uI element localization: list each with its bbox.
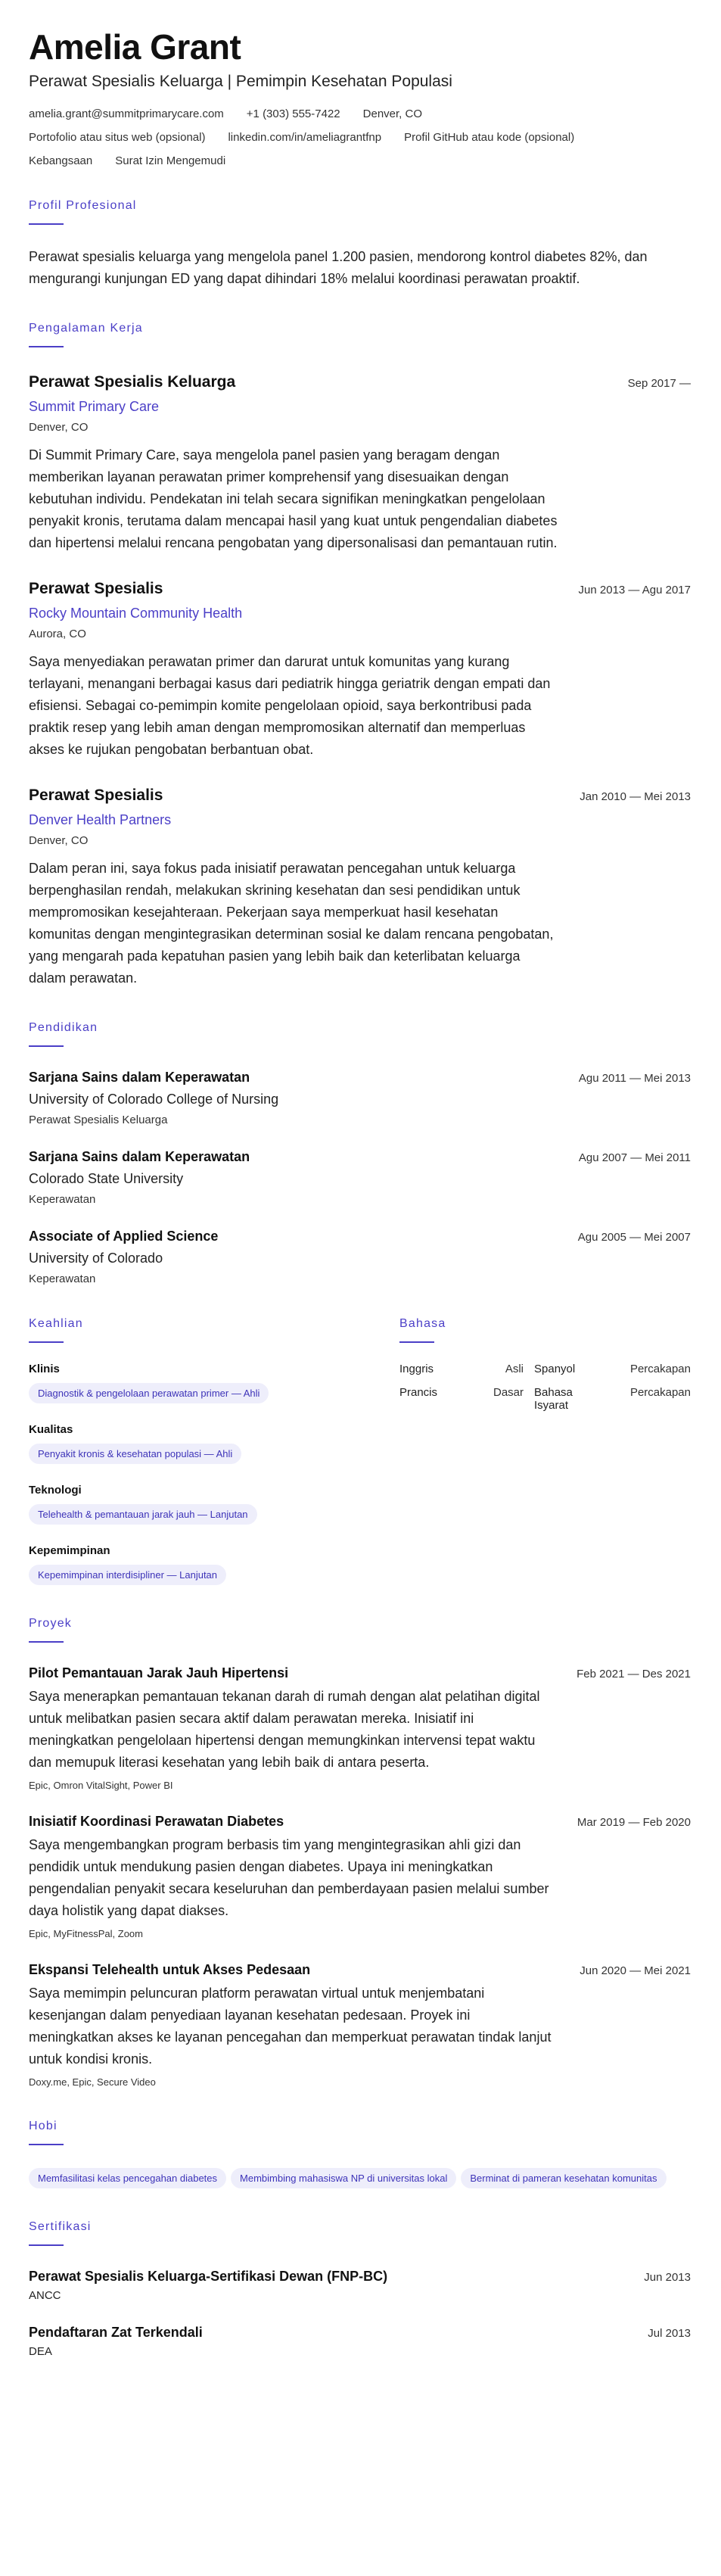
education-section (29, 1021, 691, 1285)
contact-location: Denver, CO (362, 107, 423, 120)
education-item (29, 1149, 691, 1206)
experience-item (29, 580, 691, 761)
certification-item (29, 2325, 691, 2358)
project-title: Pilot Pemantauan Jarak Jauh Hipertensi (29, 1665, 289, 1680)
skill-group-title: Kepemimpinan (29, 1544, 110, 1557)
hobby-chip: Membimbing mahasiswa NP di universitas lokal (231, 2168, 456, 2188)
cert-org: DEA (29, 2345, 52, 2358)
job-date: Jan 2010 — Mei 2013 (580, 790, 691, 803)
language-list (399, 1363, 691, 1412)
project-tech: Doxy.me, Epic, Secure Video (29, 2076, 156, 2088)
experience-section (29, 322, 691, 989)
skill-group (29, 1544, 377, 1585)
language-name: Spanyol (534, 1363, 576, 1375)
job-title: Perawat Spesialis (29, 580, 163, 597)
project-item (29, 1962, 691, 2088)
language-name: Prancis (399, 1386, 438, 1399)
skill-group (29, 1484, 377, 1525)
section-divider (399, 1341, 434, 1343)
profile-summary: Perawat spesialis keluarga yang mengelola panel 1.200 pasien, mendorong kontrol diabetes 82%, dan mengurangi kunjungan ED yang dapat dihindari 18% melalui koordinasi perawatan proaktif. (29, 249, 648, 286)
job-description: Di Summit Primary Care, saya mengelola panel pasien yang beragam dengan memberikan layanan perawatan primer komprehensif yang disesuaikan dengan kebutuhan individu. Pendekatan ini telah secara signifikan meningkatkan pengelolaan penyakit kronis, terutama dalam mencapai hasil yang kuat untuk pengendalian diabetes dan hipertensi melalui rencana pengobatan yang dipersonalisasi dan pemantauan rutin. (29, 447, 558, 550)
section-divider (29, 223, 64, 225)
contact-github[interactable]: Profil GitHub atau kode (opsional) (404, 131, 575, 144)
experience-item (29, 373, 691, 554)
skill-chip: Penyakit kronis & kesehatan populasi — Ahli (29, 1444, 241, 1464)
project-item (29, 1665, 691, 1791)
section-title-certifications: Sertifikasi (29, 2220, 92, 2233)
edu-date: Agu 2011 — Mei 2013 (578, 1072, 691, 1085)
language-level: Asli (505, 1363, 524, 1375)
contact-row-links (29, 131, 691, 144)
cert-date: Jun 2013 (644, 2271, 691, 2284)
edu-field: Perawat Spesialis Keluarga (29, 1114, 168, 1126)
skill-chip: Diagnostik & pengelolaan perawatan primer — Ahli (29, 1383, 269, 1403)
edu-school: Colorado State University (29, 1171, 184, 1186)
job-company: Rocky Mountain Community Health (29, 606, 243, 621)
section-divider (29, 2144, 64, 2145)
skill-group (29, 1363, 377, 1403)
hobby-chip: Memfasilitasi kelas pencegahan diabetes (29, 2168, 226, 2188)
edu-field: Keperawatan (29, 1272, 96, 1285)
job-title: Perawat Spesialis (29, 787, 163, 804)
contact-linkedin[interactable]: linkedin.com/in/ameliagrantfnp (228, 131, 382, 144)
edu-date: Agu 2005 — Mei 2007 (577, 1231, 691, 1244)
edu-school: University of Colorado (29, 1251, 163, 1266)
languages-section (377, 1317, 691, 1585)
certification-item (29, 2269, 691, 2302)
project-tech: Epic, MyFitnessPal, Zoom (29, 1928, 143, 1939)
edu-date: Agu 2007 — Mei 2011 (578, 1151, 691, 1164)
contact-portfolio[interactable]: Portofolio atau situs web (opsional) (29, 131, 206, 144)
edu-degree: Associate of Applied Science (29, 1229, 219, 1244)
contact-phone[interactable]: +1 (303) 555-7422 (246, 107, 340, 120)
hobbies-section (29, 2120, 691, 2188)
job-date: Sep 2017 — (627, 377, 691, 390)
education-item (29, 1070, 691, 1126)
certifications-section (29, 2220, 691, 2358)
contact-row-primary (29, 107, 691, 120)
skills-languages-row (29, 1317, 691, 1585)
hobby-chip: Berminat di pameran kesehatan komunitas (461, 2168, 666, 2188)
project-date: Feb 2021 — Des 2021 (576, 1668, 691, 1680)
project-description: Saya mengembangkan program berbasis tim yang mengintegrasikan ahli gizi dan pendidik untuk mendukung pasien dengan diabetes. Upaya ini meningkatkan pengendalian penyakit secara keseluruhan dan pemberdayaan pasien melalui sumber daya holistik yang dapat diakses. (29, 1837, 549, 1918)
skill-group-title: Teknologi (29, 1484, 82, 1497)
language-level: Percakapan (629, 1363, 691, 1375)
section-divider (29, 1641, 64, 1643)
skill-chip: Kepemimpinan interdisipliner — Lanjutan (29, 1565, 226, 1585)
resume-header (29, 27, 691, 167)
section-title-experience: Pengalaman Kerja (29, 322, 143, 335)
project-date: Mar 2019 — Feb 2020 (576, 1816, 691, 1829)
experience-item (29, 787, 691, 989)
job-company: Summit Primary Care (29, 399, 160, 414)
project-description: Saya memimpin peluncuran platform perawatan virtual untuk menjembatani kesenjangan dalam penyediaan layanan kesehatan pedesaan. Proyek ini meningkatkan akses ke layanan pencegahan dan memperkuat perawatan tindak lanjut untuk kondisi kronis. (29, 1986, 552, 2067)
project-title: Inisiatif Koordinasi Perawatan Diabetes (29, 1814, 284, 1829)
language-name: Bahasa Isyarat (534, 1386, 573, 1412)
section-divider (29, 1341, 64, 1343)
contact-email[interactable]: amelia.grant@summitprimarycare.com (29, 107, 224, 120)
edu-degree: Sarjana Sains dalam Keperawatan (29, 1149, 250, 1164)
section-divider (29, 1045, 64, 1047)
language-level: Percakapan (629, 1386, 691, 1399)
contact-row-extra (29, 154, 691, 167)
contact-license: Surat Izin Mengemudi (115, 154, 226, 167)
edu-school: University of Colorado College of Nursing (29, 1092, 279, 1107)
project-title: Ekspansi Telehealth untuk Akses Pedesaan (29, 1962, 311, 1977)
project-description: Saya menerapkan pemantauan tekanan darah di rumah dengan alat pelatihan digital untuk melibatkan pasien secara aktif dalam perawatan mereka. Inisiatif ini meningkatkan pengelolaan hipertensi dengan memungkinkan intervensi tepat waktu dan memupuk literasi kesehatan yang lebih baik di antara peserta. (29, 1689, 540, 1770)
section-title-profile: Profil Profesional (29, 199, 137, 212)
candidate-name: Amelia Grant (29, 27, 241, 67)
project-item (29, 1814, 691, 1939)
job-title: Perawat Spesialis Keluarga (29, 373, 236, 391)
section-title-skills: Keahlian (29, 1317, 83, 1330)
language-level: Dasar (493, 1386, 524, 1399)
project-date: Jun 2020 — Mei 2021 (580, 1964, 691, 1977)
section-title-languages: Bahasa (399, 1317, 446, 1330)
cert-org: ANCC (29, 2289, 61, 2302)
job-description: Saya menyediakan perawatan primer dan darurat untuk komunitas yang kurang terlayani, menangani berbagai kasus dari pediatrik hingga geriatrik dengan empati dan efisiensi. Sebagai co-pemimpin komite pengelolaan opioid, saya berkontribusi pada praktik resep yang lebih aman dengan mempromosikan alternatif dan memperluas akses ke rujukan pengobatan berbantuan obat. (29, 654, 551, 757)
contact-citizenship: Kebangsaan (29, 154, 93, 167)
job-description: Dalam peran ini, saya fokus pada inisiatif perawatan pencegahan untuk keluarga berpenghasilan rendah, melakukan skrining kesehatan dan sesi pendidikan untuk mempromosikan kesejahteraan. Pekerjaan saya memperkuat hasil kesehatan komunitas dengan mengintegrasikan determinan sosial ke dalam rencana pengobatan, yang mengarah pada kepatuhan pasien yang lebih baik dan keterlibatan keluarga dalam perawatan. (29, 861, 554, 986)
skill-group-title: Kualitas (29, 1423, 73, 1436)
section-divider (29, 346, 64, 347)
skills-section (29, 1317, 377, 1585)
job-location: Denver, CO (29, 421, 89, 434)
skill-group (29, 1423, 377, 1464)
cert-date: Jul 2013 (648, 2327, 691, 2340)
candidate-headline: Perawat Spesialis Keluarga | Pemimpin Kesehatan Populasi (29, 73, 452, 90)
section-title-hobbies: Hobi (29, 2120, 57, 2132)
section-title-projects: Proyek (29, 1617, 72, 1630)
projects-section (29, 1617, 691, 2088)
skill-group-title: Klinis (29, 1363, 60, 1375)
cert-title: Pendaftaran Zat Terkendali (29, 2325, 203, 2340)
job-date: Jun 2013 — Agu 2017 (578, 584, 691, 596)
project-tech: Epic, Omron VitalSight, Power BI (29, 1780, 173, 1791)
job-company: Denver Health Partners (29, 812, 172, 827)
job-location: Denver, CO (29, 834, 89, 847)
edu-field: Keperawatan (29, 1193, 96, 1206)
hobby-list (29, 2160, 691, 2188)
skill-chip: Telehealth & pemantauan jarak jauh — Lanjutan (29, 1504, 257, 1525)
section-divider (29, 2244, 64, 2246)
section-title-education: Pendidikan (29, 1021, 98, 1034)
profile-section (29, 199, 691, 290)
cert-title: Perawat Spesialis Keluarga-Sertifikasi Dewan (FNP-BC) (29, 2269, 388, 2284)
language-name: Inggris (399, 1363, 434, 1375)
job-location: Aurora, CO (29, 628, 86, 640)
edu-degree: Sarjana Sains dalam Keperawatan (29, 1070, 250, 1085)
education-item (29, 1229, 691, 1285)
